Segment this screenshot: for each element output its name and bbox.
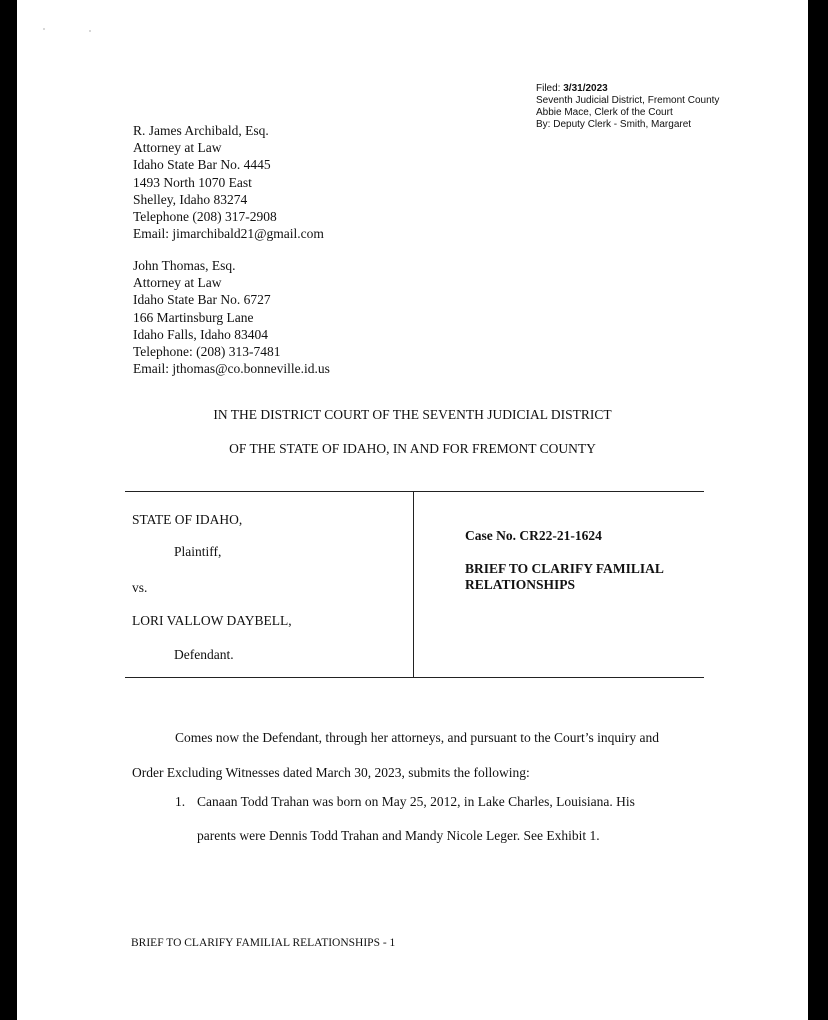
attorney-title: Attorney at Law xyxy=(133,140,222,156)
attorney-email: Email: jthomas@co.bonneville.id.us xyxy=(133,361,330,377)
document-page xyxy=(17,0,808,1020)
intro-paragraph-line-1: Comes now the Defendant, through her attorneys, and pursuant to the Court’s inquiry and xyxy=(175,730,660,745)
defendant-name: LORI VALLOW DAYBELL, xyxy=(132,613,292,628)
attorney-name: John Thomas, Esq. xyxy=(133,258,236,273)
caption-bottom-rule xyxy=(125,677,704,678)
filed-date-line xyxy=(536,83,719,95)
attorney-phone: Telephone (208) 317-2908 xyxy=(133,209,277,225)
numbered-item-line-2: parents were Dennis Todd Trahan and Mandy Nicole Leger. See Exhibit 1. xyxy=(197,828,600,843)
scan-speck xyxy=(89,30,91,32)
filed-clerk: Abbie Mace, Clerk of the Court xyxy=(536,107,673,118)
attorney-bar-number: Idaho State Bar No. 4445 xyxy=(133,157,271,173)
caption-top-rule xyxy=(125,491,704,492)
attorney-address-line-1: 166 Martinsburg Lane xyxy=(133,309,254,325)
attorney-block-2 xyxy=(133,257,330,377)
document-title-line-1: BRIEF TO CLARIFY FAMILIAL xyxy=(465,561,664,576)
court-heading-line-1: IN THE DISTRICT COURT OF THE SEVENTH JUDICIAL DISTRICT xyxy=(213,407,612,422)
defendant-role: Defendant. xyxy=(174,647,234,662)
attorney-email: Email: jimarchibald21@gmail.com xyxy=(133,226,324,242)
filed-deputy: By: Deputy Clerk - Smith, Margaret xyxy=(536,119,692,130)
filed-date: 3/31/2023 xyxy=(563,83,608,94)
attorney-phone: Telephone: (208) 313-7481 xyxy=(133,344,281,360)
filed-court: Seventh Judicial District, Fremont County xyxy=(536,95,720,106)
attorney-address-line-1: 1493 North 1070 East xyxy=(133,174,252,190)
filed-stamp xyxy=(536,83,719,131)
plaintiff-name: STATE OF IDAHO, xyxy=(132,512,243,527)
scan-speck xyxy=(43,28,45,30)
court-heading-line-2: OF THE STATE OF IDAHO, IN AND FOR FREMONT COUNTY xyxy=(229,441,596,456)
attorney-bar-number: Idaho State Bar No. 6727 xyxy=(133,292,271,308)
caption-divider xyxy=(413,491,414,678)
plaintiff-role: Plaintiff, xyxy=(174,544,222,559)
page-footer: BRIEF TO CLARIFY FAMILIAL RELATIONSHIPS - 1 xyxy=(131,937,396,949)
attorney-block-1 xyxy=(133,122,324,242)
case-number: Case No. CR22-21-1624 xyxy=(465,528,602,543)
attorney-address-line-2: Idaho Falls, Idaho 83404 xyxy=(133,326,268,342)
versus-label: vs. xyxy=(132,580,148,595)
document-title-line-2: RELATIONSHIPS xyxy=(465,577,576,592)
attorney-title: Attorney at Law xyxy=(133,275,222,291)
filed-label: Filed: xyxy=(536,83,561,94)
attorney-name: R. James Archibald, Esq. xyxy=(133,123,269,138)
intro-paragraph-line-2: Order Excluding Witnesses dated March 30, 2023, submits the following: xyxy=(132,765,530,780)
numbered-item-line-1: Canaan Todd Trahan was born on May 25, 2012, in Lake Charles, Louisiana. His xyxy=(197,794,635,809)
numbered-item-number: 1. xyxy=(175,794,186,809)
attorney-address-line-2: Shelley, Idaho 83274 xyxy=(133,191,248,207)
